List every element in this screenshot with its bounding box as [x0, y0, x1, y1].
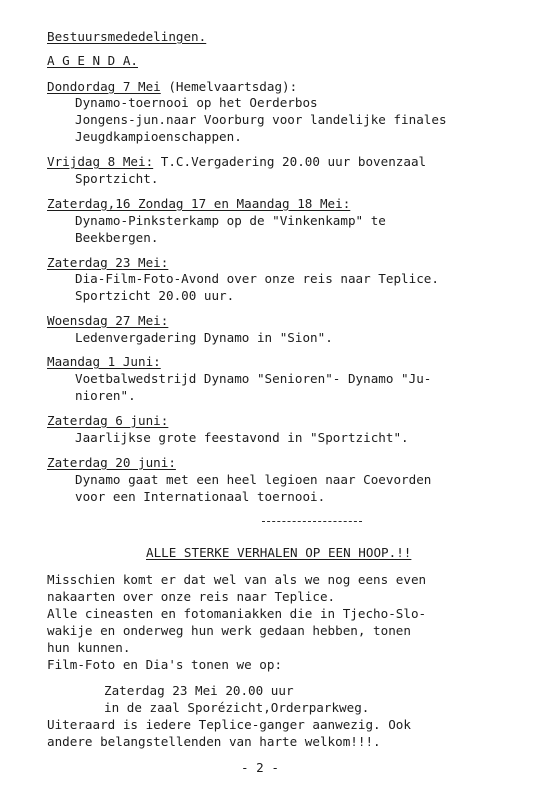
- agenda-item-date: Zaterdag 20 juni:: [47, 455, 176, 470]
- event-text: Zaterdag 23 Mei 20.00 uur: [104, 683, 294, 698]
- agenda-item-text: Dynamo gaat met een heel legioen naar Coevorden: [75, 472, 432, 487]
- agenda-item-heading-line: [47, 196, 350, 212]
- story-text: Misschien komt er dat wel van als we nog eens even: [47, 572, 427, 587]
- agenda-item-date: Maandag 1 Juni:: [47, 354, 161, 369]
- story-title: ALLE STERKE VERHALEN OP EEN HOOP.!!: [146, 545, 412, 560]
- agenda-item-date: Zaterdag 6 juni:: [47, 413, 169, 428]
- dashed-separator: [262, 521, 362, 522]
- agenda-item-text: Dynamo-toernooi op het Oerderbos: [75, 95, 318, 110]
- agenda-item-text: Jaarlijkse grote feestavond in "Sportzicht".: [75, 430, 409, 445]
- agenda-item-heading-line: [47, 313, 168, 329]
- agenda-item-heading-line: [47, 413, 168, 429]
- agenda-item-text: Voetbalwedstrijd Dynamo "Senioren"- Dynamo "Ju-: [75, 371, 432, 386]
- story-text: hun kunnen.: [47, 640, 131, 655]
- agenda-item-date: Dondordag 7 Mei: [47, 79, 161, 94]
- agenda-item-text: nioren".: [75, 388, 136, 403]
- agenda-item-heading-line: [47, 255, 168, 271]
- agenda-item-text: Beekbergen.: [75, 230, 159, 245]
- story-text: Film-Foto en Dia's tonen we op:: [47, 657, 283, 672]
- closing-text: Uiteraard is iedere Teplice-ganger aanwezig. Ook: [47, 717, 411, 732]
- agenda-item-heading-line: [47, 154, 426, 170]
- event-text: in de zaal Sporézicht,Orderparkweg.: [104, 700, 370, 715]
- agenda-item-date: Zaterdag 23 Mei:: [47, 255, 169, 270]
- story-text: Alle cineasten en fotomaniakken die in Tjecho-Slo-: [47, 606, 427, 621]
- agenda-item-text: voor een Internationaal toernooi.: [75, 489, 326, 504]
- agenda-item-text: Ledenvergadering Dynamo in "Sion".: [75, 330, 333, 345]
- section-title: Bestuursmededelingen.: [47, 29, 207, 44]
- agenda-heading: A G E N D A.: [47, 53, 138, 68]
- agenda-item-heading-line: [47, 79, 297, 95]
- agenda-item-text: Dia-Film-Foto-Avond over onze reis naar Teplice.: [75, 271, 439, 286]
- story-text: wakije en onderweg hun werk gedaan hebben, tonen: [47, 623, 411, 638]
- agenda-item-date: Zaterdag,16 Zondag 17 en Maandag 18 Mei:: [47, 196, 351, 211]
- story-text: nakaarten over onze reis naar Teplice.: [47, 589, 336, 604]
- agenda-item-text: Sportzicht.: [75, 171, 159, 186]
- agenda-item-text: Dynamo-Pinksterkamp op de "Vinkenkamp" te: [75, 213, 386, 228]
- agenda-item-date-suffix: T.C.Vergadering 20.00 uur bovenzaal: [153, 154, 427, 169]
- agenda-item-text: Jeugdkampioenschappen.: [75, 129, 242, 144]
- agenda-item-heading-line: [47, 354, 161, 370]
- agenda-item-text: Jongens-jun.naar Voorburg voor landelijke finales: [75, 112, 447, 127]
- closing-text: andere belangstellenden van harte welkom!!!.: [47, 734, 381, 749]
- page-number: - 2 -: [241, 760, 279, 775]
- agenda-item-date: Woensdag 27 Mei:: [47, 313, 169, 328]
- agenda-item-date-suffix: (Hemelvaartsdag):: [160, 79, 298, 94]
- agenda-item-date: Vrijdag 8 Mei:: [47, 154, 154, 169]
- agenda-item-text: Sportzicht 20.00 uur.: [75, 288, 235, 303]
- agenda-item-heading-line: [47, 455, 176, 471]
